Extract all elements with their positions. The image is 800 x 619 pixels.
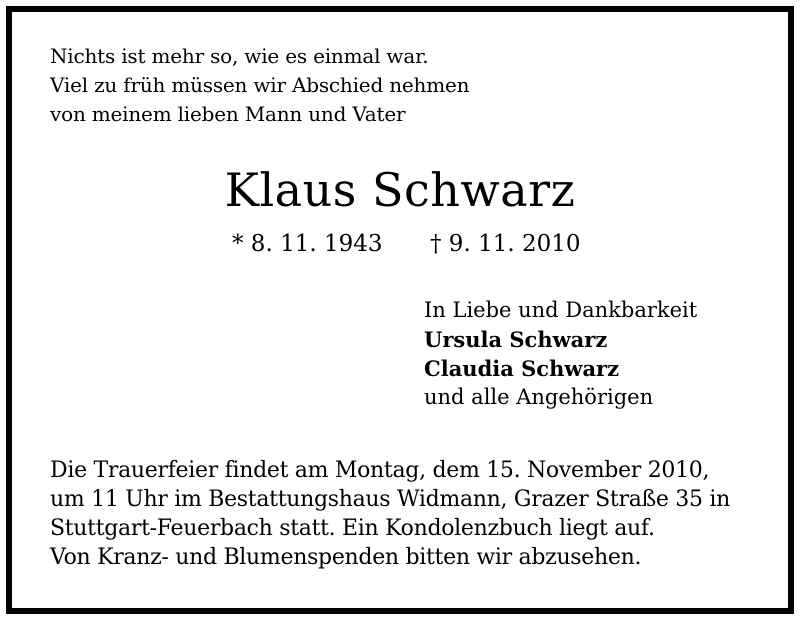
deceased-name: Klaus Schwarz xyxy=(224,163,576,217)
ceremony-line: um 11 Uhr im Bestattungshaus Widmann, Grazer Straße 35 in xyxy=(50,487,731,512)
relatives-line: und alle Angehörigen xyxy=(424,385,654,409)
intro-line: Nichts ist mehr so, wie es einmal war. xyxy=(50,44,429,68)
dedication-line: In Liebe und Dankbarkeit xyxy=(424,298,698,322)
obituary-frame xyxy=(6,6,794,614)
birth-date: * 8. 11. 1943 xyxy=(232,231,383,257)
ceremony-line: Stuttgart-Feuerbach statt. Ein Kondolenzbuch liegt auf. xyxy=(50,516,655,541)
mourners-block xyxy=(424,296,697,412)
intro-line: von meinem lieben Mann und Vater xyxy=(50,102,406,126)
intro-text xyxy=(50,42,469,129)
mourner-name: Ursula Schwarz xyxy=(424,327,608,352)
death-date: † 9. 11. 2010 xyxy=(430,231,581,257)
ceremony-text xyxy=(50,456,730,572)
intro-line: Viel zu früh müssen wir Abschied nehmen xyxy=(50,73,470,97)
ceremony-line: Die Trauerfeier findet am Montag, dem 15. November 2010, xyxy=(50,458,710,483)
mourner-name: Claudia Schwarz xyxy=(424,356,620,381)
ceremony-line: Von Kranz- und Blumenspenden bitten wir abzusehen. xyxy=(50,545,642,570)
